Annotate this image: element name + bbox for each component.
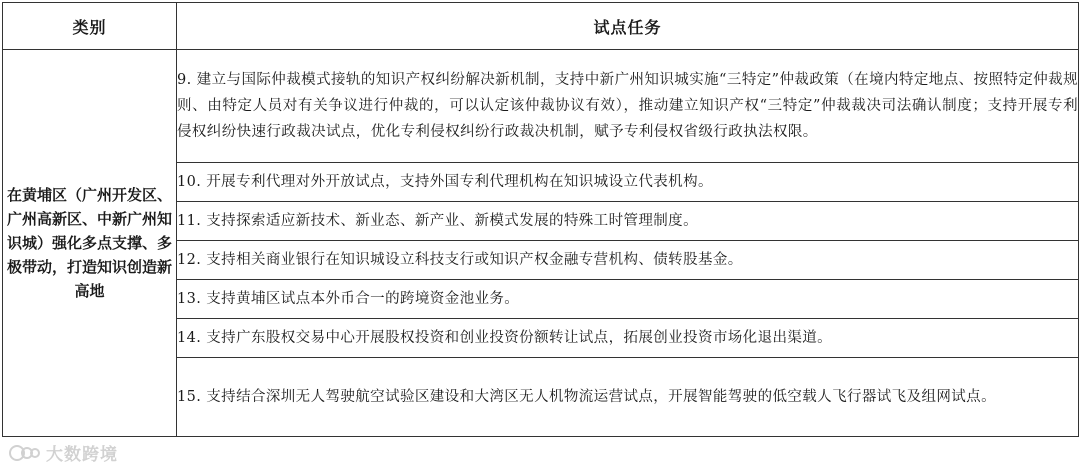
- task-cell-14: 14. 支持广东股权交易中心开展股权投资和创业投资份额转让试点，拓展创业投资市场化退出渠道。: [177, 319, 1079, 358]
- header-tasks: 试点任务: [177, 3, 1079, 50]
- table-header-row: [3, 3, 1079, 50]
- task-cell-15: 15. 支持结合深圳无人驾驶航空试验区建设和大湾区无人机物流运营试点，开展智能驾驶的低空载人飞行器试飞及组网试点。: [177, 358, 1079, 437]
- task-cell-12: 12. 支持相关商业银行在知识城设立科技支行或知识产权金融专营机构、债转股基金。: [177, 241, 1079, 280]
- header-category: 类别: [3, 3, 177, 50]
- task-cell-11: 11. 支持探索适应新技术、新业态、新产业、新模式发展的特殊工时管理制度。: [177, 202, 1079, 241]
- task-cell-10: 10. 开展专利代理对外开放试点，支持外国专利代理机构在知识城设立代表机构。: [177, 163, 1079, 202]
- category-cell: 在黄埔区（广州开发区、广州高新区、中新广州知识城）强化多点支撑、多极带动，打造知识创造新高地: [3, 50, 177, 437]
- watermark: [8, 440, 118, 465]
- logo-icon: [8, 442, 42, 464]
- pilot-task-table: [2, 2, 1079, 437]
- watermark-text: 大数跨境: [46, 445, 118, 465]
- task-cell-13: 13. 支持黄埔区试点本外币合一的跨境资金池业务。: [177, 280, 1079, 319]
- task-cell-9: 9. 建立与国际仲裁模式接轨的知识产权纠纷解决新机制，支持中新广州知识城实施“三特定”仲裁政策（在境内特定地点、按照特定仲裁规则、由特定人员对有关争议进行仲裁的，可以认定该仲裁协议有效），推动建立知识产权“三特定”仲裁裁决司法确认制度；支持开展专利侵权纠纷快速行政裁决试点，优化专利侵权纠纷行政裁决机制，赋予专利侵权省级行政执法权限。: [177, 50, 1079, 163]
- table-row: [3, 50, 1079, 163]
